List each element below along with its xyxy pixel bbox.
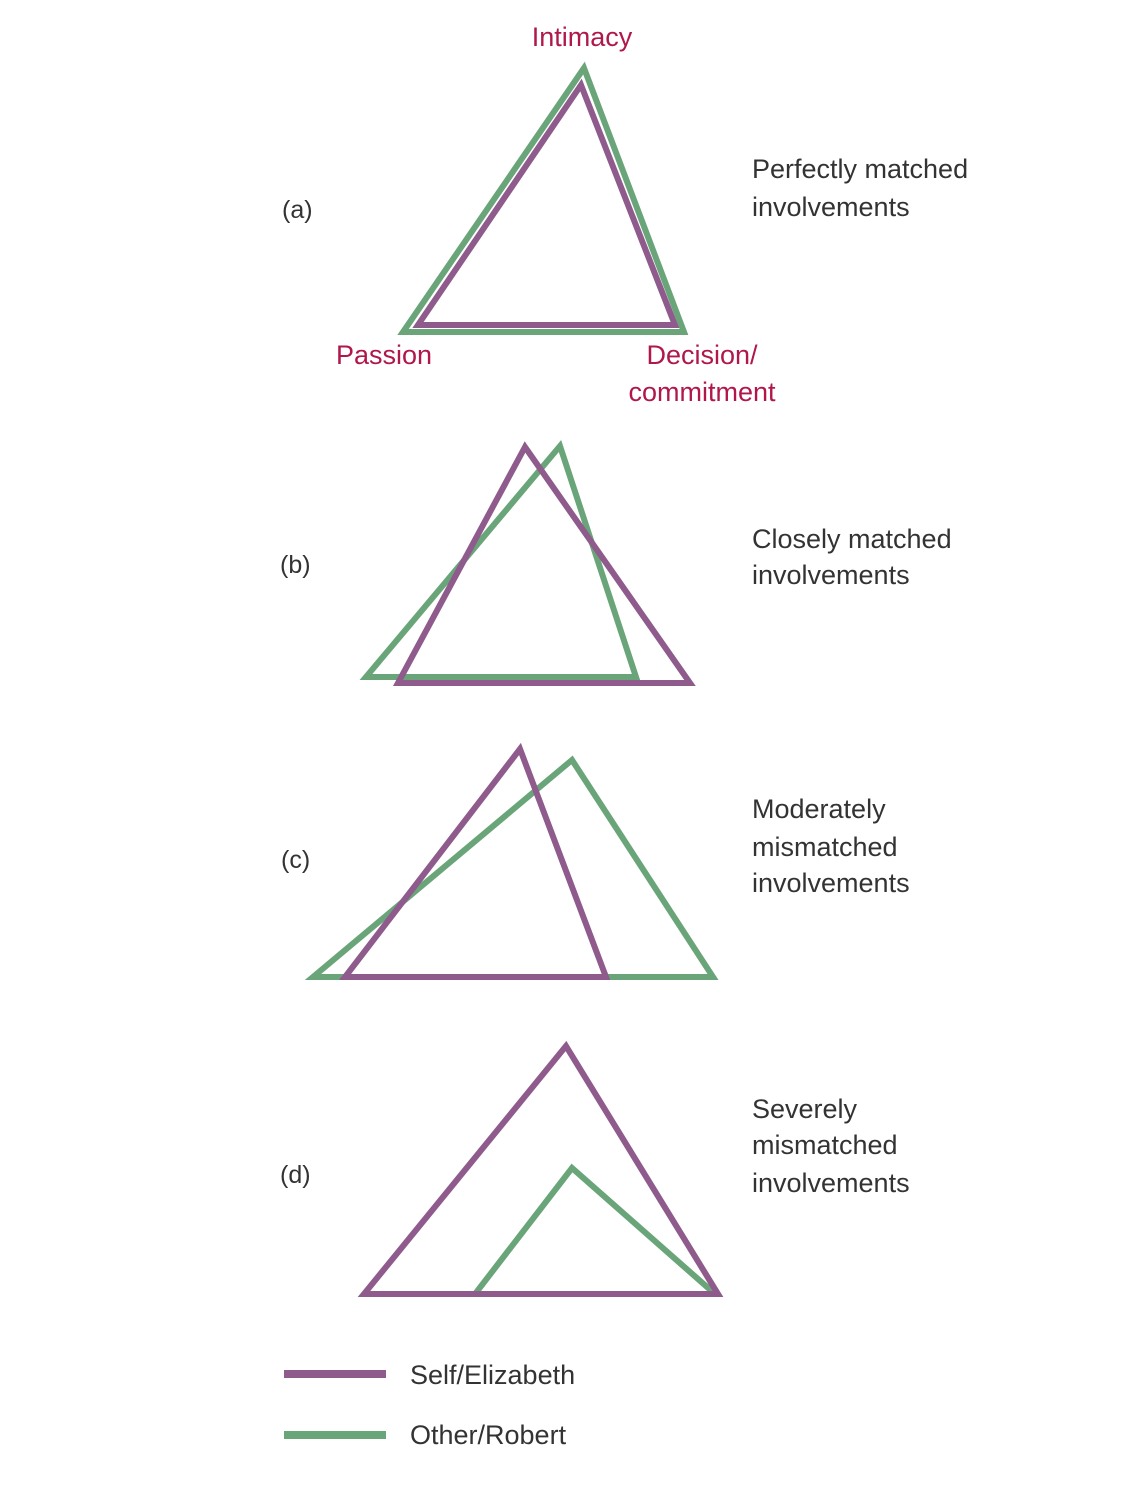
panel-letter: (c) bbox=[281, 846, 311, 874]
legend-label-self: Self/Elizabeth bbox=[410, 1360, 576, 1390]
legend-label-other: Other/Robert bbox=[410, 1420, 567, 1450]
panel-description-line: Closely matched bbox=[752, 524, 952, 554]
panel-description-line: involvements bbox=[752, 192, 910, 222]
panel-description bbox=[752, 1094, 910, 1198]
legend bbox=[284, 1360, 575, 1450]
panel-description-line: Severely bbox=[752, 1094, 858, 1124]
other-robert-triangle-b bbox=[366, 446, 636, 677]
other-robert-triangle-a bbox=[403, 68, 684, 332]
vertex-label-passion: Passion bbox=[335, 340, 433, 370]
panel-d bbox=[280, 1046, 910, 1294]
panel-letter: (a) bbox=[282, 196, 313, 224]
vertex-label-commitment: commitment bbox=[628, 377, 776, 407]
panel-description-line: mismatched bbox=[752, 832, 898, 862]
panel-description bbox=[752, 154, 976, 222]
panel-description-line: mismatched bbox=[752, 1130, 898, 1160]
panel-description-line: involvements bbox=[752, 868, 910, 898]
panel-letter: (d) bbox=[280, 1161, 311, 1189]
panel-description-line: Perfectly matched bbox=[752, 154, 969, 184]
self-elizabeth-triangle-c bbox=[345, 749, 606, 977]
panel-description-line: Moderately bbox=[752, 794, 886, 824]
panel-description-line: involvements bbox=[752, 560, 910, 590]
vertex-label-intimacy: Intimacy bbox=[531, 22, 633, 52]
panel-description bbox=[752, 794, 910, 898]
vertex-label-decision: Decision/ bbox=[646, 340, 758, 370]
panel-c bbox=[281, 749, 910, 977]
self-elizabeth-triangle-d bbox=[364, 1046, 718, 1294]
panel-a bbox=[282, 22, 976, 407]
panel-letter: (b) bbox=[280, 551, 311, 579]
panel-description bbox=[752, 524, 959, 590]
self-elizabeth-triangle-b bbox=[398, 447, 690, 683]
panel-description-line: involvements bbox=[752, 1168, 910, 1198]
panel-b bbox=[280, 446, 959, 683]
